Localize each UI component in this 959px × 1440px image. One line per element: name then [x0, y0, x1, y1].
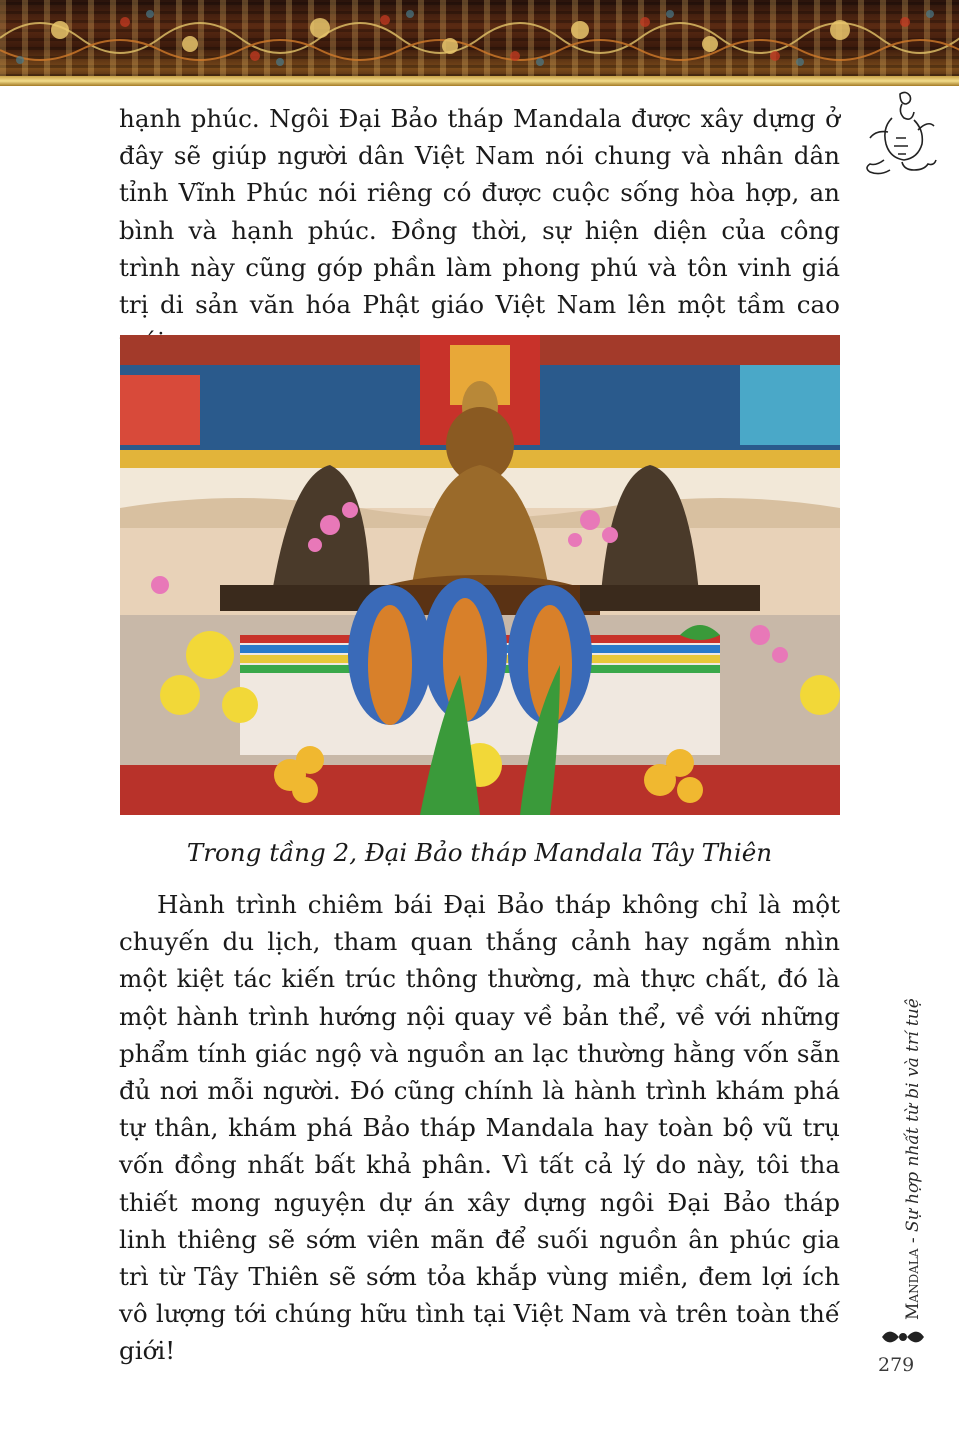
page-number: 279 [878, 1354, 915, 1376]
banner-ornament [0, 0, 959, 78]
deity-illustration-icon [862, 88, 942, 180]
running-title-separator: - [903, 1231, 923, 1249]
vajra-ornament-icon [880, 1326, 926, 1348]
figure-caption: Trong tầng 2, Đại Bảo tháp Mandala Tây Thiên [186, 838, 773, 867]
running-title-subtitle: Sự hợp nhất từ bi và trí tuệ [903, 998, 923, 1232]
altar-photo-illustration [120, 335, 840, 815]
banner-gold-edge [0, 76, 959, 86]
running-title-book: Mandala [903, 1248, 923, 1320]
body-paragraph-1: hạnh phúc. Ngôi Đại Bảo tháp Mandala được xây dựng ở đây sẽ giúp người dân Việt Nam nói chung và nhân dân tỉnh Vĩnh Phúc nói riêng có được cuộc sống hòa hợp, an bình và hạnh phúc. Đồng thời, sự hiện diện của công trình này cũng góp phần làm phong phú và tôn vinh giá trị di sản văn hóa Phật giáo Việt Nam lên một tầm cao [119, 104, 840, 320]
body-paragraph-2: Hành trình chiêm bái Đại Bảo tháp không chỉ là một chuyến du lịch, tham quan thắng cảnh hay ngắm nhìn một kiệt tác kiến trúc thông thường, mà thực chất, đó là một hành trình hướng nội quay về bản thể, về với những phẩm tính giác ngộ và nguồn an lạc thường hằng vốn sẵn đủ nơi mỗi người. Đó cũng chính là hành trình khám phá tự thân, khám phá Bảo tháp Mandala hay toàn bộ vũ trụ vốn đồng nhất bất khả phân. Vì tất cả lý do này, tôi tha thiết mong nguyện dự án xây dựng ngôi Đại Bảo tháp linh thiêng sẽ sớm viên mãn để suối nguồn ân phúc gia trì từ Tây Thiên sẽ sớm tỏa khắp vùng miền, đem lợi ích vô lượng tới chúng hữu tình tại Việt Nam và trên toàn thế giới! [119, 890, 840, 1366]
ornamental-banner [0, 0, 959, 86]
altar-photo [120, 335, 840, 815]
